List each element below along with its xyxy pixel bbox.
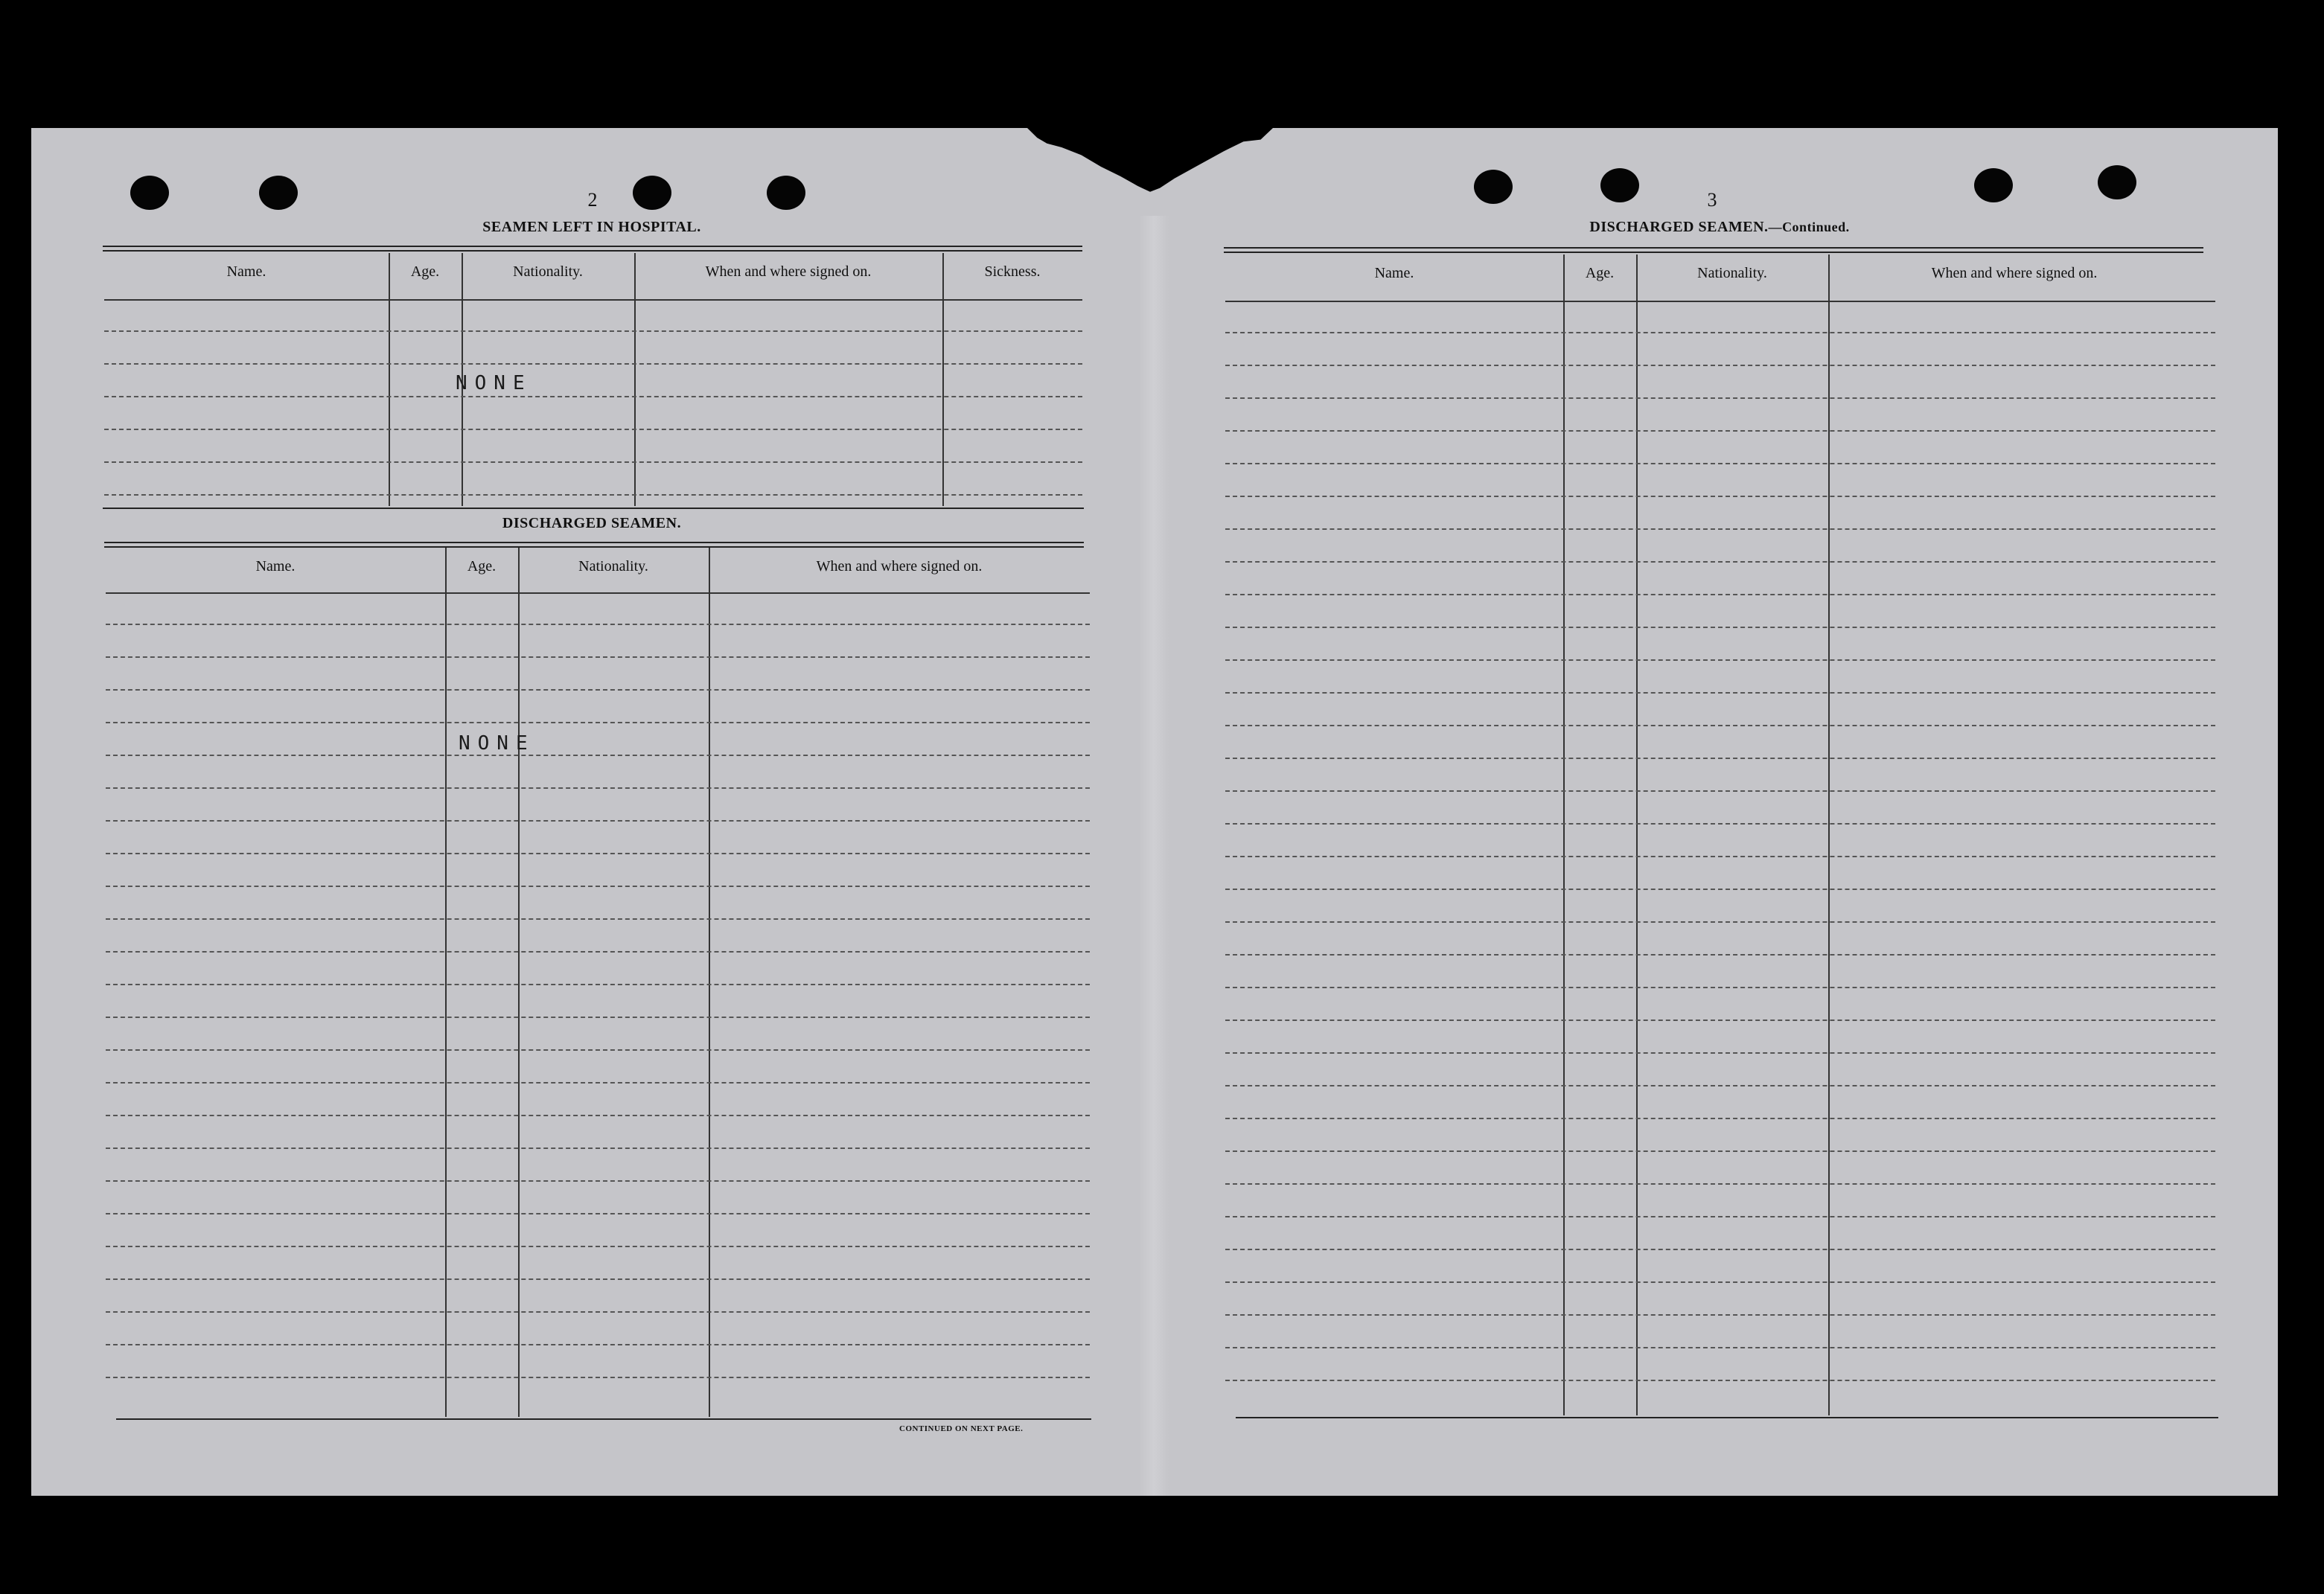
table-row (1225, 1052, 2215, 1054)
table-row (1225, 987, 2215, 988)
discharged-col-nationality: Nationality. (578, 558, 648, 574)
page-number-left: 2 (587, 189, 598, 211)
column-divider (1828, 255, 1830, 1415)
discharged-table-right (1225, 255, 2215, 1415)
discharged-header-rule (106, 592, 1090, 594)
table-row (106, 1278, 1090, 1280)
continued-note: CONTINUED ON NEXT PAGE. (899, 1424, 1024, 1433)
right-section-title (1548, 219, 1891, 236)
table-row (106, 1311, 1090, 1313)
table-row (1225, 790, 2215, 792)
discharged-top-rule (104, 542, 1084, 548)
table-row (1225, 1183, 2215, 1185)
table-row (1225, 659, 2215, 661)
right-bottom-rule (1236, 1417, 2218, 1418)
table-row (106, 853, 1090, 854)
punch-hole-icon (1474, 170, 1513, 204)
table-row (104, 461, 1082, 463)
discharged-section-title: DISCHARGED SEAMEN. (502, 515, 682, 531)
column-divider (709, 548, 710, 1417)
punch-hole-icon (1600, 168, 1639, 202)
hospital-col-sickness: Sickness. (984, 263, 1041, 280)
discharged-none-stamp: NONE (459, 732, 535, 755)
punch-hole-icon (259, 176, 298, 210)
table-row (106, 820, 1090, 822)
discharged-col-name: Name. (255, 558, 296, 574)
punch-hole-icon (1974, 168, 2013, 202)
right-col-signed-on: When and where signed on. (1931, 265, 2098, 281)
table-row (104, 429, 1082, 430)
right-title-main: DISCHARGED SEAMEN. (1589, 219, 1769, 235)
table-row (106, 787, 1090, 789)
table-row (106, 984, 1090, 985)
column-divider (1563, 255, 1565, 1415)
column-divider (445, 548, 447, 1417)
table-row (1225, 1314, 2215, 1316)
table-row (106, 1148, 1090, 1149)
table-row (1225, 1216, 2215, 1217)
table-row (1225, 1249, 2215, 1250)
table-row (1225, 463, 2215, 464)
table-row (1225, 430, 2215, 432)
table-row (104, 363, 1082, 365)
table-row (106, 624, 1090, 625)
table-row (1225, 1380, 2215, 1381)
table-row (1225, 921, 2215, 923)
table-row (1225, 725, 2215, 726)
page-fold (1139, 216, 1169, 1496)
discharged-col-signed-on: When and where signed on. (816, 558, 983, 574)
punch-hole-icon (2098, 165, 2136, 199)
table-row (1225, 397, 2215, 399)
punch-hole-icon (130, 176, 169, 210)
column-divider (518, 548, 520, 1417)
right-title-suffix: —Continued. (1768, 220, 1850, 234)
punch-hole-icon (767, 176, 805, 210)
table-row (106, 1213, 1090, 1214)
column-divider (942, 253, 944, 506)
table-row (1225, 561, 2215, 563)
right-col-age: Age. (1585, 265, 1615, 281)
table-row (1225, 627, 2215, 628)
table-row (106, 1344, 1090, 1345)
table-row (106, 722, 1090, 723)
table-row (104, 494, 1082, 496)
table-row (104, 396, 1082, 397)
table-row (106, 656, 1090, 658)
table-row (106, 918, 1090, 920)
table-row (1225, 1118, 2215, 1119)
table-row (1225, 1020, 2215, 1021)
punch-hole-icon (633, 176, 671, 210)
right-col-name: Name. (1374, 265, 1414, 281)
hospital-table (104, 253, 1082, 506)
hospital-col-nationality: Nationality. (513, 263, 583, 280)
table-row (1225, 528, 2215, 530)
column-divider (634, 253, 636, 506)
table-row (106, 1180, 1090, 1182)
left-bottom-rule (116, 1418, 1091, 1420)
table-row (1225, 1085, 2215, 1086)
hospital-none-stamp: NONE (456, 372, 532, 394)
table-row (106, 1115, 1090, 1116)
hospital-col-age: Age. (410, 263, 440, 280)
table-row (106, 1017, 1090, 1018)
hospital-bottom-rule (103, 508, 1084, 509)
table-row (1225, 1347, 2215, 1348)
hospital-col-name: Name. (226, 263, 266, 280)
table-row (1225, 1150, 2215, 1152)
table-row (106, 886, 1090, 887)
discharged-table-left (106, 548, 1090, 1417)
table-row (106, 1049, 1090, 1051)
table-row (1225, 823, 2215, 825)
column-divider (389, 253, 390, 506)
table-row (106, 1082, 1090, 1084)
table-row (1225, 1281, 2215, 1283)
hospital-header-rule (104, 299, 1082, 301)
column-divider (1636, 255, 1638, 1415)
table-row (106, 1246, 1090, 1247)
right-header-rule (1225, 301, 2215, 302)
page-number-right: 3 (1707, 189, 1717, 211)
table-row (1225, 496, 2215, 497)
table-row (106, 689, 1090, 691)
discharged-col-age: Age. (467, 558, 497, 574)
table-row (1225, 332, 2215, 333)
table-row (1225, 692, 2215, 694)
table-row (106, 755, 1090, 756)
table-row (1225, 889, 2215, 890)
table-row (106, 951, 1090, 953)
table-row (1225, 954, 2215, 956)
hospital-section-title: SEAMEN LEFT IN HOSPITAL. (482, 219, 701, 235)
right-col-nationality: Nationality. (1697, 265, 1767, 281)
table-row (104, 330, 1082, 332)
hospital-top-rule (103, 246, 1082, 252)
table-row (1225, 365, 2215, 366)
table-row (1225, 758, 2215, 759)
table-row (1225, 594, 2215, 595)
right-top-rule (1224, 247, 2203, 253)
table-row (106, 1377, 1090, 1378)
hospital-col-signed-on: When and where signed on. (705, 263, 872, 280)
table-row (1225, 856, 2215, 857)
